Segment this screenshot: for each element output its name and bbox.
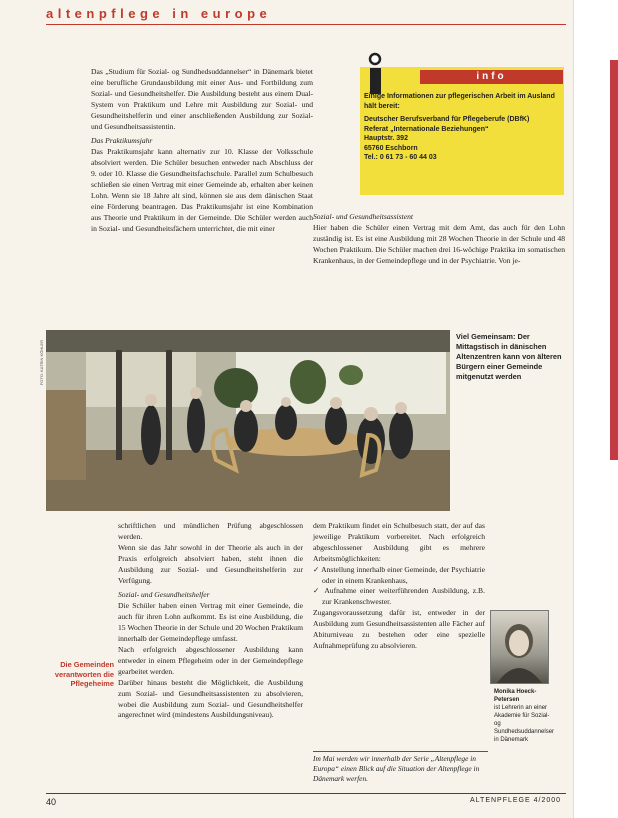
left-bottom-p4: Nach erfolgreich abgeschlossener Ausbildung kann entweder in einem Pflegeheim oder in der Gemeindepflege gearbeitet werden. (118, 644, 303, 676)
praktikumsjahr-paragraph: Das Praktikumsjahr kann alternativ zur 10. Klasse der Volksschule absolviert werden. Die Schüler besuchen entweder nach Abschluss der 9. oder 10. Klasse die Gesundheitsfachschule. Parallel zum Schulbesuch schließen sie einen Vertrag mit einer Gemeinde ab, erhalten aber keinen Lohn. Wenn sie 18 Jahre alt sind, können sie aus dem dänischen Staat eine Förderung beantragen. Das Praktikumsjahr ist eine Kombination aus Theorie und Praktikum in der Gemeinde. Die Schüler werden auch in Sozial- und Gesundheitsfächern unterrichtet, die mit einer (91, 147, 313, 233)
section-marker (610, 60, 618, 460)
photo-caption: Viel Gemeinsam: Der Mittagstisch in dänischen Altenzentren kann von älteren Bürgern einer Gemeinde mitgenutzt werden (456, 332, 562, 381)
photo-credit: FOTO: KATRIN KÖHLER (39, 340, 44, 386)
portrait-illustration (491, 611, 548, 683)
info-tab-label: info (420, 70, 563, 84)
left-bottom-p1: schriftlichen und mündlichen Prüfung abgeschlossen werden. (118, 521, 303, 541)
info-street: Hauptstr. 392 (364, 135, 408, 142)
options-list (313, 565, 485, 609)
right-bottom-column (313, 521, 485, 652)
list-item: ✓ Aufnahme einer weiterführenden Ausbildung, z.B. zur Krankenschwester. (313, 586, 486, 607)
left-bottom-p3: Die Schüler haben einen Vertrag mit einer Gemeinde, die auch für ihren Lohn aufkommt. Es ist eine Ausbildung, die 15 Wochen Theorie in der Schule und 20 Wochen Praktikum innerhalb der Gemeindepflege umfasst. (118, 601, 303, 644)
header-rule (46, 24, 566, 25)
photo-dining-room (46, 330, 450, 511)
right-top-column (313, 212, 565, 267)
info-tel: Tel.: 0 61 73 - 60 44 03 (364, 154, 437, 161)
portrait-caption (494, 688, 554, 744)
photo-illustration (46, 330, 450, 511)
right-bottom-p1: dem Praktikum findet ein Schulbesuch statt, der auf das jeweilige Praktikum vorbereitet. Nach erfolgreich abgeschlossener Ausbildung gibt es mehrere Arbeitsmöglichkeiten: (313, 521, 485, 563)
info-text (364, 92, 560, 163)
subheading-praktikumsjahr: Das Praktikumsjahr (91, 136, 153, 146)
magazine-issue: ALTENPFLEGE 4/2000 (470, 797, 562, 804)
info-city: 65760 Eschborn (364, 144, 418, 152)
subheading-helfer: Sozial- und Gesundheitshelfer (118, 590, 210, 600)
right-bottom-p2: Zugangsvoraussetzung dafür ist, entweder in der Ausbildung zum Gesundheitsassistenten alle Fächer auf Abiturniveau zu bestehen oder eine spezielle Aufnahmeprüfung zu absolvieren. (313, 608, 485, 650)
footer-rule (46, 793, 566, 794)
author-description: ist Lehrerin an einer Akademie für Sozial- og Sundhedsuddannelser in Dänemark (494, 705, 555, 743)
left-bottom-p5: Darüber hinaus besteht die Möglichkeit, die Ausbildung zum Sozial- und Gesundheitsassistenten zu absolvieren, wobei die Ausbildung zum Sozial- und Gesundheitshelfer angerechnet wird (mindestens Ausbildungsniveau). (118, 677, 303, 720)
pull-quote: Die Gemeinden verantworten die Pflegeheime (54, 660, 114, 689)
left-bottom-column (118, 521, 303, 721)
left-top-column (91, 67, 313, 235)
left-bottom-p2: Wenn sie das Jahr sowohl in der Theorie als auch in der Praxis erfolgreich absolviert haben, steht ihnen die Ausbildung zur Sozial- und Gesundheitshelferin zur Verfügung. (118, 542, 303, 585)
list-item: ✓ Anstellung innerhalb einer Gemeinde, der Psychiatrie oder in einem Krankenhaus, (313, 564, 486, 585)
info-org: Deutscher Berufsverband für Pflegeberufe (DBfK) (364, 116, 530, 123)
page-header-title: altenpflege in europe (46, 6, 272, 21)
info-ref: Referat „Internationale Beziehungen“ (364, 125, 489, 133)
intro-paragraph: Das „Studium für Sozial- og Sundhedsuddannelser“ in Dänemark bietet eine berufliche Grundausbildung mit einer Aus- und Fortbildung zum Sozial- und Gesundheitshelfer. Die Ausbildung besteht aus einem Dual-System von Praktikum und Lehre mit Ausbildung zur Sozial- und Gesundheitshelferin und einer anschließenden Ausbildung zur Sozial- und Gesundheitsassistentin. (91, 67, 313, 131)
list-item-text: Anstellung innerhalb einer Gemeinde, der Psychiatrie oder in einem Krankenhaus, (321, 564, 486, 585)
assistent-paragraph: Hier haben die Schüler einen Vertrag mit dem Amt, das auch für den Lohn zuständig ist. Es ist eine Ausbildung mit 28 Wochen Theorie in der Schule und 48 Wochen Praktikum. Die Schüler machen drei 16-wöchige Praktika im somatischen Krankenhaus, in der Gemeindepflege und in der Psychiatrie. Von je- (313, 222, 565, 265)
subheading-assistent: Sozial- und Gesundheitsassistent (313, 212, 413, 221)
page-number: 40 (46, 797, 57, 807)
author-name: Monika Hoeck-Petersen (494, 689, 537, 703)
list-item-text: Aufnahme einer weiterführenden Ausbildung, z.B. zur Krankenschwester. (322, 586, 486, 607)
info-icon (362, 52, 392, 96)
series-note: Im Mai werden wir innerhalb der Serie „Altenpflege in Europa“ einen Blick auf die Situation der Altenpflege in Dänemark werfen. (313, 751, 488, 784)
info-heading: Einige Informationen zur pflegerischen Arbeit im Ausland hält bereit: (364, 93, 555, 110)
author-portrait (490, 610, 549, 684)
